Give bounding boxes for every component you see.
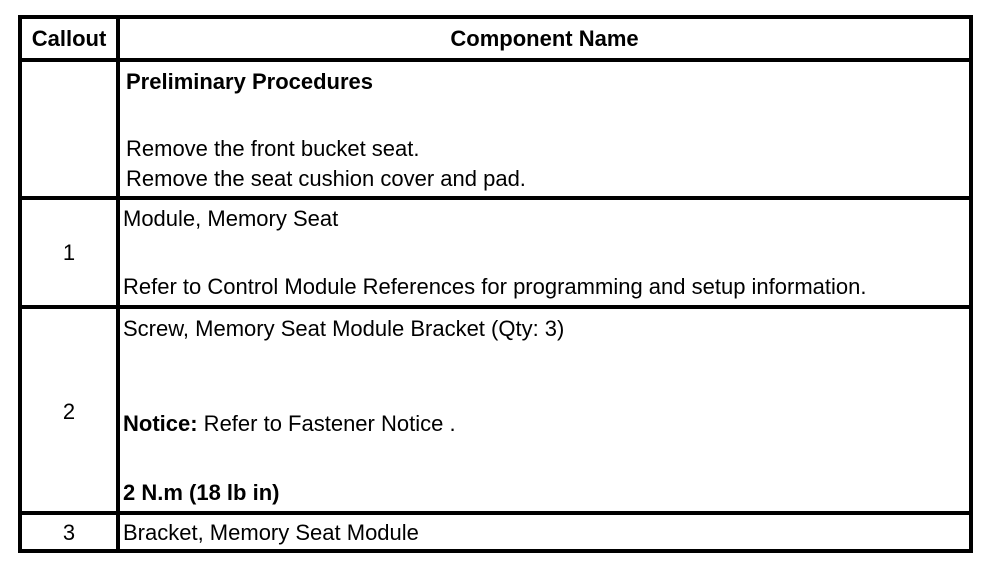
component-name: Bracket, Memory Seat Module xyxy=(123,520,419,545)
preliminary-procedures-title: Preliminary Procedures xyxy=(126,69,374,94)
row-divider xyxy=(22,511,969,515)
callout-number: 2 xyxy=(62,399,76,424)
row-divider xyxy=(22,305,969,309)
notice-label: Notice: xyxy=(123,411,198,436)
row-divider xyxy=(22,196,969,200)
header-callout: Callout xyxy=(31,26,107,51)
torque-spec: 2 N.m (18 lb in) xyxy=(123,480,280,505)
notice-line xyxy=(123,409,456,439)
component-table xyxy=(18,15,973,553)
component-name: Screw, Memory Seat Module Bracket (Qty: 3) xyxy=(123,316,565,341)
column-divider xyxy=(116,19,120,549)
procedure-line: Remove the seat cushion cover and pad. xyxy=(126,166,526,191)
procedure-line: Remove the front bucket seat. xyxy=(126,136,420,161)
row-divider xyxy=(22,58,969,62)
header-component-name: Component Name xyxy=(450,26,639,51)
component-name: Module, Memory Seat xyxy=(123,206,339,231)
notice-text: Refer to Fastener Notice . xyxy=(197,411,456,436)
callout-number: 1 xyxy=(62,240,76,265)
component-note: Refer to Control Module References for programming and setup information. xyxy=(123,274,867,299)
callout-number: 3 xyxy=(62,520,76,545)
